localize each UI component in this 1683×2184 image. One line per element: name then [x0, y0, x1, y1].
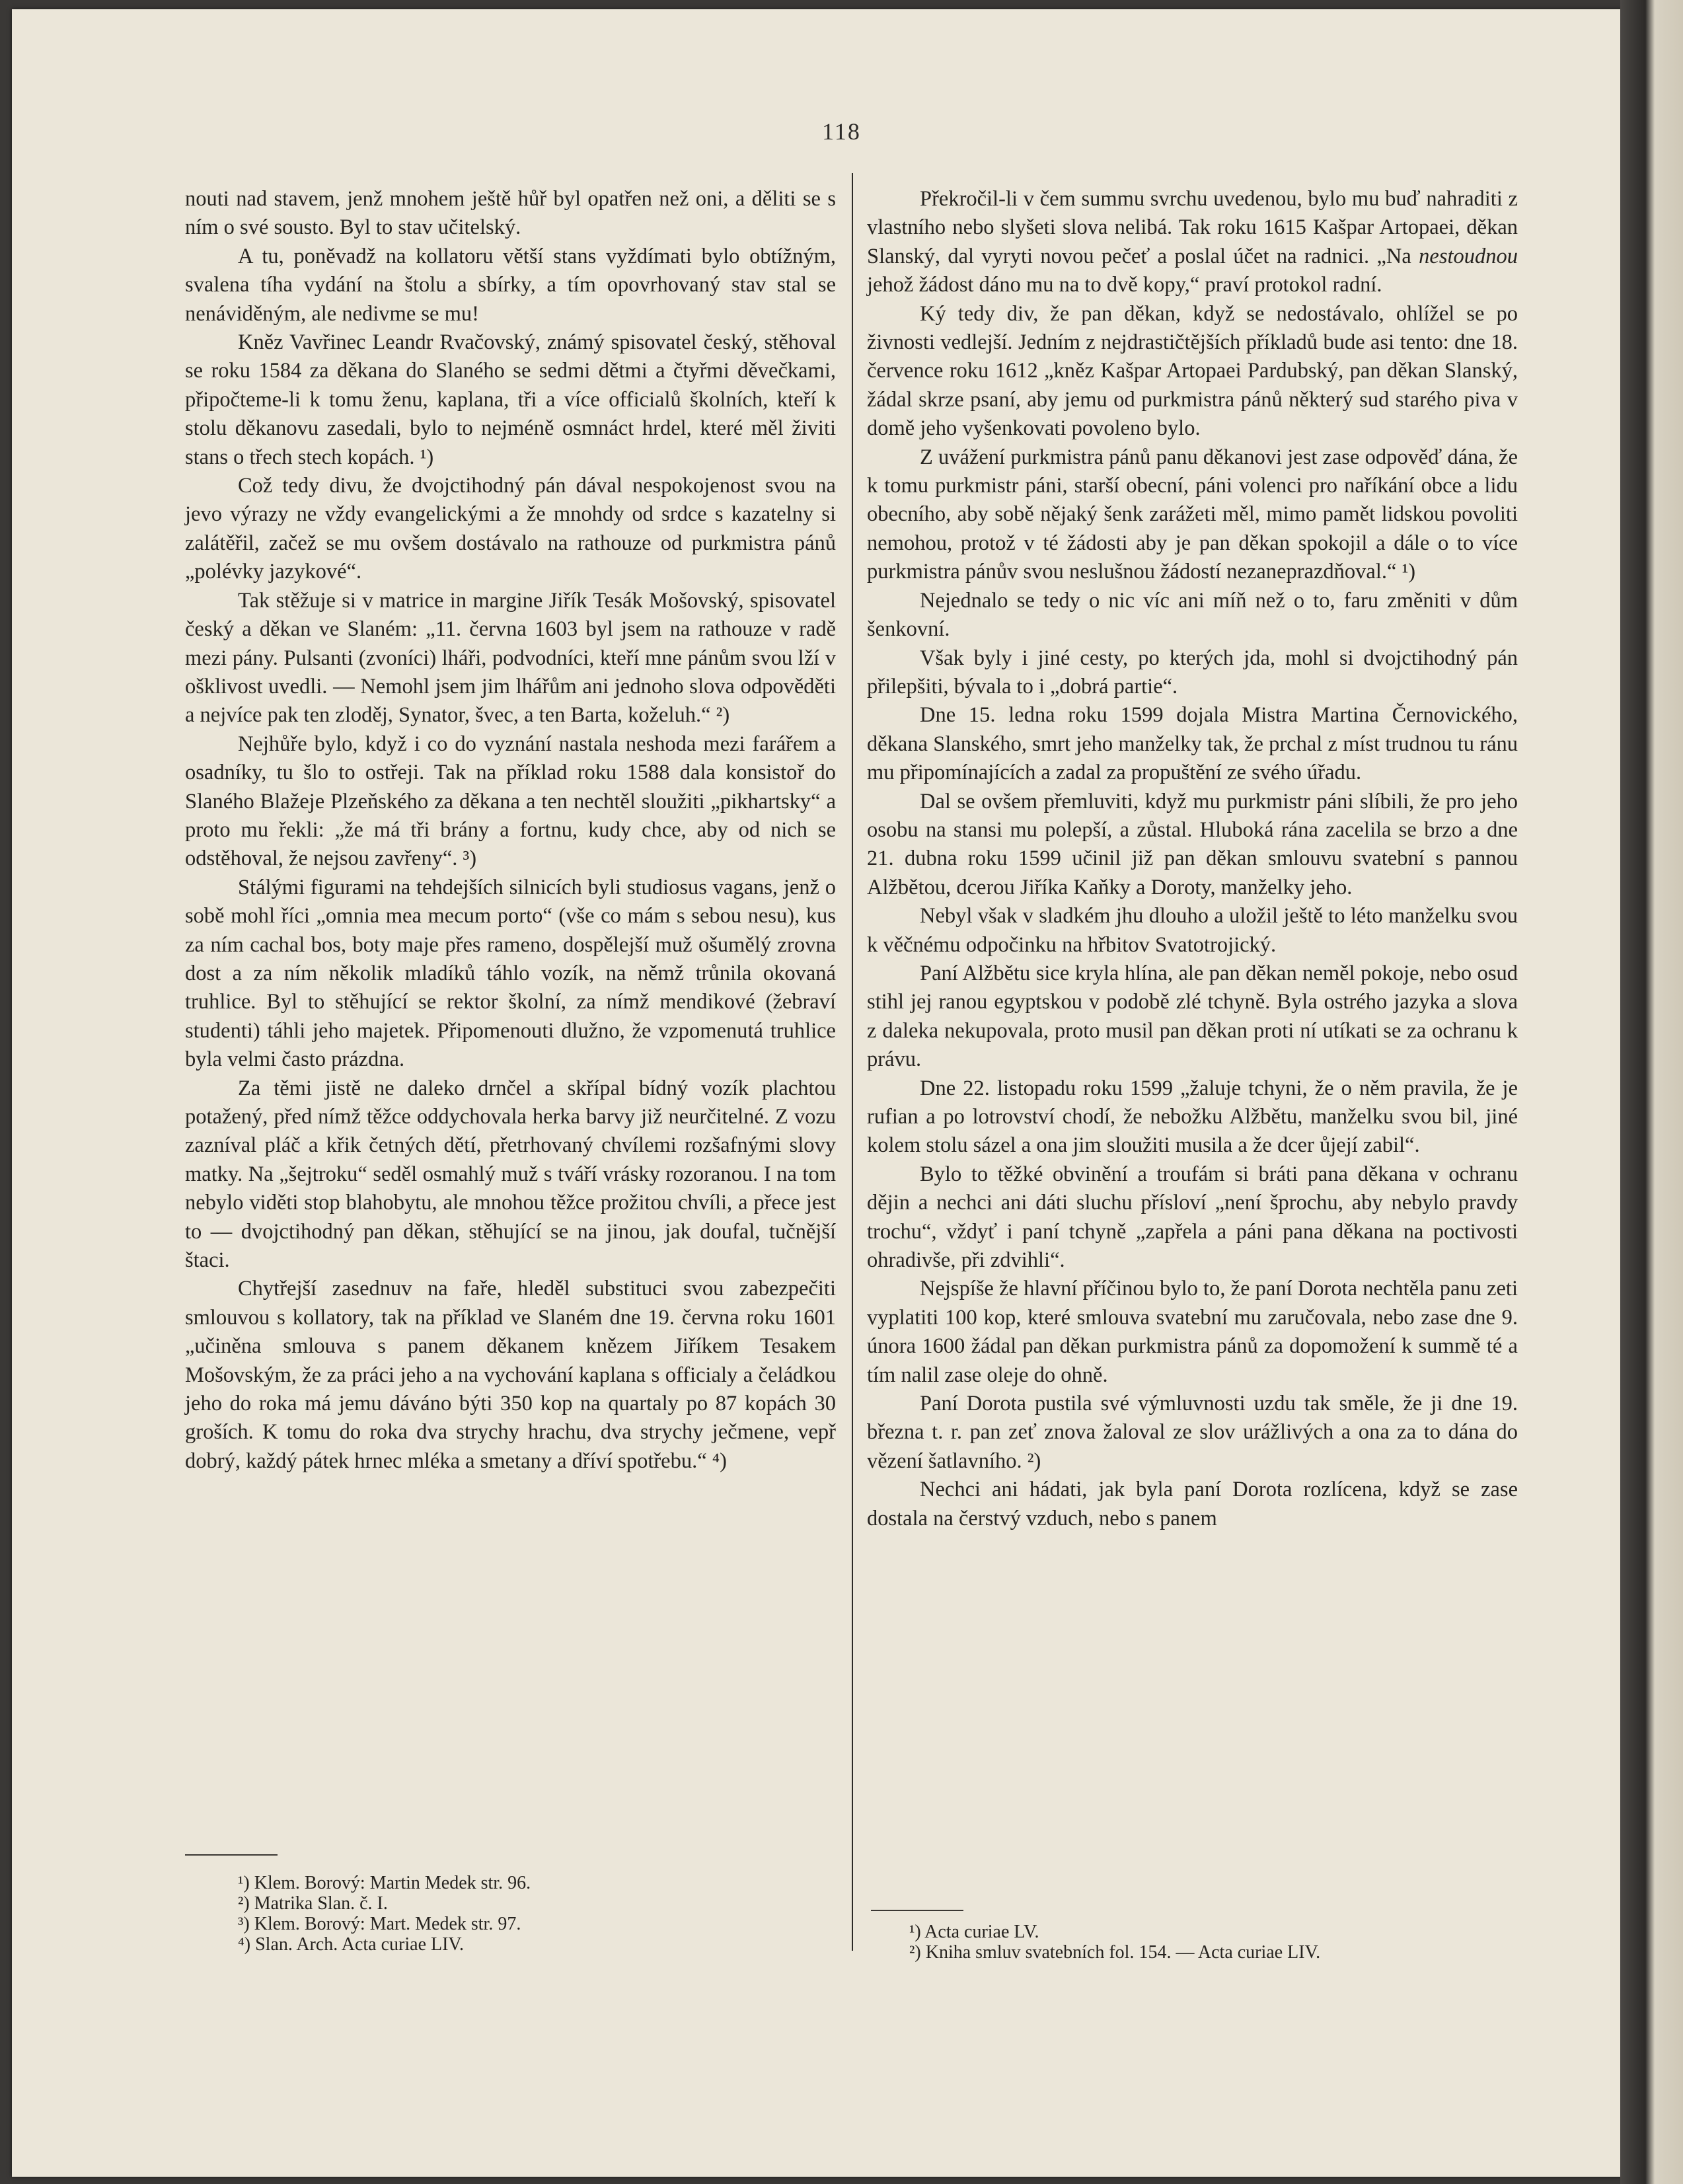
paragraph: Z uvážení purkmistra pánů panu děkanovi jest zase odpověď dána, že k tomu purkmistr páni, starší obecní, páni volenci pro naříkání obce a lidu obecního, aby sobě nějaký šenk zarážeti měl, mimo pamět lidskou povoliti nemohou, protož v té žádosti aby je pan děkan spokojil a dále o to více purkmistra pánův svou neslušnou žádostí nezaneprazdňoval.“ ¹)	[867, 445, 1518, 584]
paragraph: Chytřejší zasednuv na faře, hleděl substituci svou zabezpečiti smlouvou s kollatory, tak na příklad ve Slaném dne 19. června roku 1601 „učiněna smlouva s panem děkanem knězem Jiříkem Tesakem Mošovským, že za práci jeho a na vychování kaplana s officialy a čeládkou jeho do roka má jemu dáváno býti 350 kop na quartaly po 87 kopách 30 groších. K tomu do roka dva strychy hrachu, dva strychy ječmene, vepř dobrý, každý pátek hrnec mléka a smetany a dříví spotřebu.“ ⁴)	[185, 1277, 836, 1473]
column-divider	[852, 173, 853, 1951]
page-number: 118	[822, 118, 861, 145]
paragraph: Ký tedy div, že pan děkan, když se nedostávalo, ohlížel se po živnosti vedlejší. Jedním z nejdrastičtějších příkladů bude asi tento: dne 18. července roku 1612 „kněz Kašpar Artopaei Pardubský, pan děkan Slanský, žádal skrze psaní, aby jemu od purkmistra pánů některý sud starého piva v domě jeho vyšenkovati povoleno bylo.	[867, 301, 1518, 441]
paragraph: Nejspíše že hlavní příčinou bylo to, že paní Dorota nechtěla panu zeti vyplatiti 100 kop, které smlouva svatební mu zaručovala, nebo zase dne 9. února 1600 žádal pan děkan purkmistra pánů za dopomožení k summě té a tím nalil zase oleje do ohně.	[867, 1277, 1518, 1387]
paragraph: Kněz Vavřinec Leandr Rvačovský, známý spisovatel český, stěhoval se roku 1584 za děkana do Slaného se sedmi dětmi a čtyřmi děvečkami, připočteme-li k tomu ženu, kaplana, tři a více officialů školních, kteří k stolu děkanovu zasedali, bylo to nejméně osmnáct hrdel, které měl živiti stans o třech stech kopách. ¹)	[185, 330, 836, 469]
footnote: ¹) Klem. Borový: Martin Medek str. 96.	[238, 1873, 531, 1893]
footnote: ²) Kniha smluv svatebních fol. 154. — Acta curiae LIV.	[909, 1942, 1321, 1963]
paragraph: Nebyl však v sladkém jhu dlouho a uložil ještě to léto manželku svou k věčnému odpočinku na hřbitov Svatotrojický.	[867, 904, 1518, 957]
paragraph: Za těmi jistě ne daleko drnčel a skřípal bídný vozík plachtou potažený, před nímž těžce oddychovala herka barvy již neurčitelné. Z vozu zazníval pláč a křik četných dětí, přetrhovaný chvílemi rozšafnými slovy matky. Na „šejtroku“ seděl osmahlý muž s tváří vrásky rozoranou. I na tom nebylo viděti stop blahobytu, ale mnohou těžce prožitou chvíli, a přece jest to — dvojctihodný pan děkan, stěhující se na jinou, jak doufal, tučnější štaci.	[185, 1076, 836, 1273]
paragraph: Paní Dorota pustila své výmluvnosti uzdu tak směle, že ji dne 19. března t. r. pan zeť znova žaloval ze slov urážlivých a ona za to dána do vězení šatlavního. ²)	[867, 1392, 1518, 1473]
paragraph: A tu, poněvadž na kollatoru větší stans vyždímati bylo obtížným, svalena tíha vydání na štolu a sbírky, a tím opovrhovaný stav stal se nenáviděným, ale nedivme se mu!	[185, 244, 836, 326]
paragraph: Bylo to těžké obvinění a troufám si bráti pana děkana v ochranu dějin a nechci ani dáti sluchu přísloví „není šprochu, aby nebylo pravdy trochu“, vždyť i paní tchyně „zapřela a páni pana děkana na poctivosti ohradivše, při zdvihli“.	[867, 1162, 1518, 1273]
footnote: ⁴) Slan. Arch. Acta curiae LIV.	[238, 1934, 465, 1955]
footnote: ²) Matrika Slan. č. I.	[238, 1893, 388, 1914]
paragraph: Stálými figurami na tehdejších silnicích byli studiosus vagans, jenž o sobě mohl říci „omnia mea mecum porto“ (vše co mám s sebou nesu), kus za ním cachal bos, boty maje přes rameno, dospělejší muž ošumělý zrovna dost a za ním několik mladíků táhlo vozík, na němž trůnila okovaná truhlice. Byl to stěhující se rektor školní, za nímž mendikové (žebraví studenti) táhli jeho majetek. Připomenouti dlužno, že vzpomenutá truhlice byla velmi často prázdna.	[185, 875, 836, 1072]
paragraph: Což tedy divu, že dvojctihodný pán dával nespokojenost svou na jevo výrazy ne vždy evangelickými a že mnohdy od srdce s kazatelny si zalátěřil, začež se mu ovšem dostávalo na rathouze od purkmistra pánů „polévky jazykové“.	[185, 474, 836, 584]
footnote-rule-right	[871, 1910, 963, 1911]
paragraph: Dne 15. ledna roku 1599 dojala Mistra Martina Černovického, děkana Slanského, smrt jeho manželky tak, že prchal z míst trudnou tu ránu mu připomínajících a zadal za propuštění ze svého úřadu.	[867, 703, 1518, 785]
paragraph: Nejednalo se tedy o nic víc ani míň než o to, faru změniti v dům šenkovní.	[867, 588, 1518, 642]
paragraph: Nechci ani hádati, jak byla paní Dorota rozlícena, když se zase dostala na čerstvý vzduch, nebo s panem	[867, 1478, 1518, 1530]
paragraph	[867, 185, 1518, 300]
paragraph: nouti nad stavem, jenž mnohem ještě hůř byl opatřen než oni, a děliti se s ním o své sousto. Byl to stav učitelský.	[185, 187, 836, 240]
footnotes-right	[909, 1922, 1504, 1963]
footnote: ¹) Acta curiae LV.	[909, 1922, 1039, 1942]
paragraph: Paní Alžbětu sice kryla hlína, ale pan děkan neměl pokoje, nebo osud stihl jej ranou egyptskou v podobě zlé tchyně. Byla ostrého jazyka a slova z daleka nekupovala, proto musil pan děkan proti ní utíkati se za ochranu k právu.	[867, 961, 1518, 1072]
paragraph: Dal se ovšem přemluviti, když mu purkmistr páni slíbili, že pro jeho osobu na stansi mu polepší, a zůstal. Hluboká rána zacelila se brzo a dne 21. dubna roku 1599 učinil již pan děkan smlouvu svatební s pannou Alžbětou, dcerou Jiříka Kaňky a Doroty, manželky jeho.	[867, 789, 1518, 899]
paragraph: Však byly i jiné cesty, po kterých jda, mohl si dvojctihodný pán přilepšiti, bývala to i „dobrá partie“.	[867, 646, 1518, 698]
paragraph-text: jehož žádost dáno mu na to dvě kopy,“ praví protokol radní.	[867, 273, 1382, 297]
emphasized-word: nestoudnou	[1419, 244, 1518, 268]
paragraph: Tak stěžuje si v matrice in margine Jiřík Tesák Mošovský, spisovatel český a děkan ve Slaném: „11. června 1603 byl jsem na rathouze v radě mezi pány. Pulsanti (zvoníci) lháři, podvodníci, kteří mne pánům svou lží v ošklivost uvedli. — Nemohl jsem jim lhářům ani jednoho slova odpověděti a nejvíce pak ten zloděj, Synator, švec, a ten Barta, koželuh.“ ²)	[185, 588, 836, 728]
paragraph: Nejhůře bylo, když i co do vyznání nastala neshoda mezi farářem a osadníky, tu šlo to ostřeji. Tak na příklad roku 1588 dala konsistoř do Slaného Blažeje Plzeňského za děkana a ten nechtěl sloužiti „pikhartsky“ a proto mu řekli: „že má tři brány a fortnu, kudy chce, aby od nich se odstěhoval, že nejsou zavřeny“. ³)	[185, 732, 836, 871]
right-column	[867, 185, 1518, 1533]
footnotes-left	[238, 1873, 833, 1955]
footnote-rule-left	[185, 1854, 278, 1856]
book-spine	[1620, 0, 1683, 2184]
left-column	[185, 185, 836, 1476]
paragraph-text: Překročil-li v čem summu svrchu uvedenou, bylo mu buď nahraditi z vlastního nebo slyšeti slova nelibá. Tak roku 1615 Kašpar Artopaei, děkan Slanský, dal vyryti novou pečeť a poslal účet na radnici. „Na	[867, 187, 1518, 268]
footnote: ³) Klem. Borový: Mart. Medek str. 97.	[238, 1914, 521, 1934]
paragraph: Dne 22. listopadu roku 1599 „žaluje tchyni, že o něm pravila, že je rufian a po lotrovství chodí, že nebožku Alžbětu, manželku svou bil, jiné kolem stolu sázel a ona jim sloužiti musila a že dcer ůjejí zabil“.	[867, 1076, 1518, 1158]
